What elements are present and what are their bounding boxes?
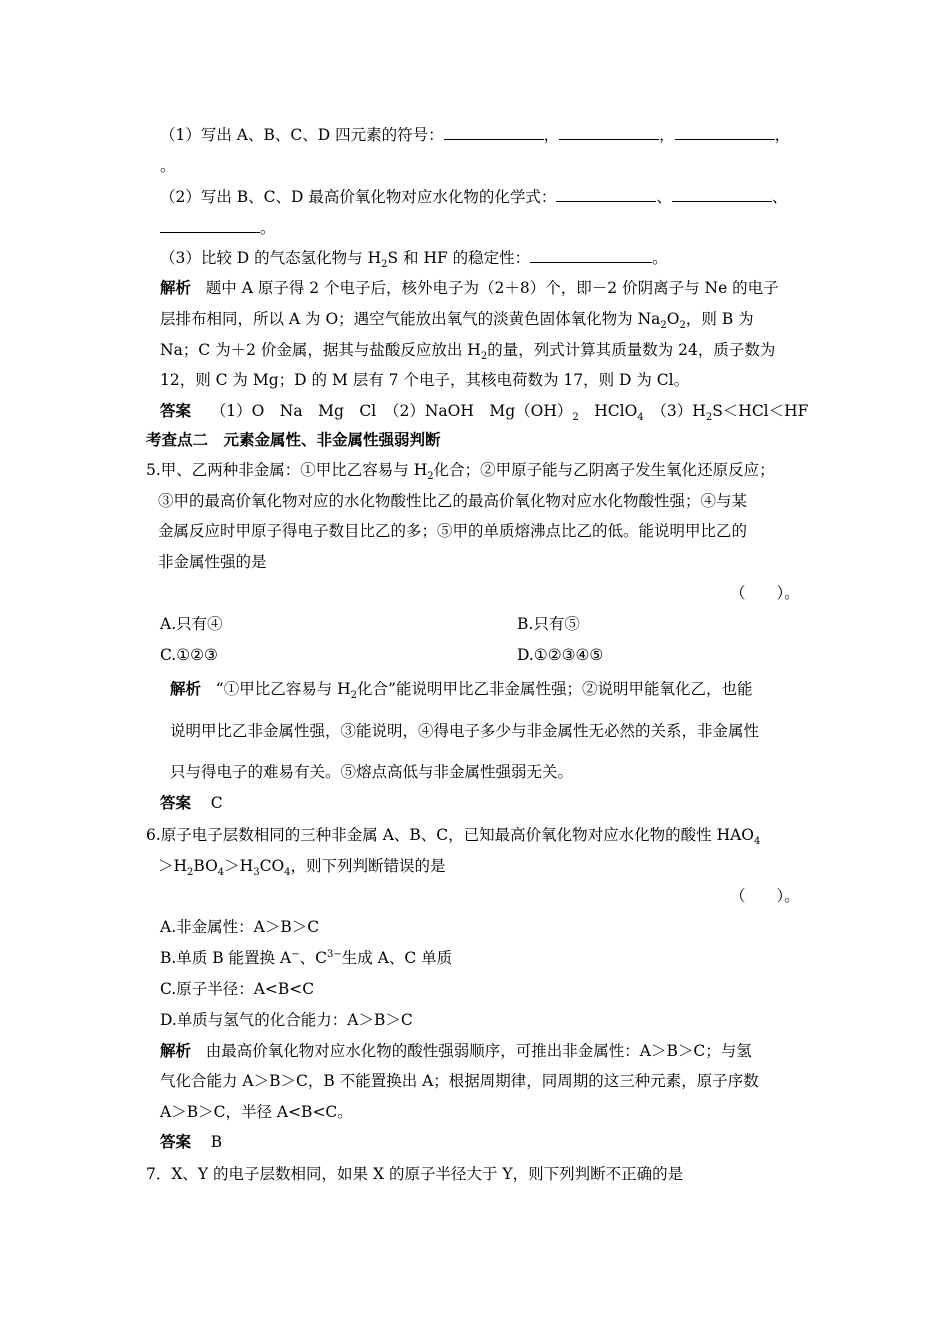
q5-answer-bracket: （ ）。 [730, 584, 800, 602]
analysis-label: 解析 [170, 680, 202, 698]
blank [556, 185, 656, 202]
q4-analysis-line3: Na；C 为＋2 价金属，据其与盐酸反应放出 $H_2$的量，列式计算其质量数为 24，质子数为 [160, 341, 776, 363]
q5-analysis-line3: 只与得电子的难易有关。⑤熔点高低与非金属性强弱无关。 [170, 763, 574, 781]
end-mark: 。 [260, 219, 276, 237]
q6-option-b: B.单质 B 能置换 A−、$C^{3-}$生成 A、C 单质 [160, 948, 453, 967]
q5-option-c: C.①②③ [160, 646, 218, 664]
q4-part1-end: 。 [160, 157, 176, 175]
blank [444, 123, 544, 140]
text: 6.原子电子层数相同的三种非金属 A、B、C，已知最高价氧化物对应水化物的酸性 HAO [146, 826, 755, 844]
separator: ， [543, 126, 560, 144]
text: HClO [578, 402, 638, 420]
text: S 和 HF 的稳定性： [387, 249, 531, 267]
text: ，则下列判断错误的是 [290, 857, 446, 875]
text: 化合”能说明甲比乙非金属性强；②说明甲能氧化乙，也能 [357, 680, 753, 698]
text: 层排布相同，所以 A 为 O；遇空气能放出氧气的淡黄色固体氧化物为 Na [160, 310, 661, 328]
q4-analysis-line4: 12，则 C 为 Mg；D 的 M 层有 7 个电子，其核电荷数为 17，则 D 为 Cl。 [160, 371, 690, 389]
blank [530, 246, 652, 263]
q6-answer [160, 1131, 222, 1153]
q6-option-a: A.非金属性：A＞B＞C [160, 918, 320, 936]
separator: 、 [656, 188, 672, 206]
q6-stem-line1: 6.原子电子层数相同的三种非金属 A、B、C，已知最高价氧化物对应水化物的酸性 $HAO_4$ [146, 826, 761, 848]
text: 、C [299, 949, 327, 967]
section-heading: 考查点二 元素金属性、非金属性强弱判断 [146, 431, 441, 449]
q4-part2 [160, 185, 787, 208]
q5-stem-line1: 5.甲、乙两种非金属：①甲比乙容易与 $H_2$化合；②甲原子能与乙阴离子发生氧化还原反应； [146, 461, 775, 483]
separator: ， [774, 126, 791, 144]
text: （3）H [643, 402, 706, 420]
end-mark: 。 [652, 249, 668, 267]
q6-analysis-line3: A＞B＞C，半径 A<B<C。 [160, 1103, 353, 1121]
q5-analysis-line1: 解析 “①甲比乙容易与 $H_2$化合”能说明甲比乙非金属性强；②说明甲能氧化乙，也能 [170, 680, 753, 702]
text: 题中 A 原子得 2 个电子后，核外电子为（2＋8）个，即－2 价阴离子与 Ne 的电子 [205, 279, 779, 297]
text: B.单质 B 能置换 A [160, 949, 292, 967]
text: 化合；②甲原子能与乙阴离子发生氧化还原反应； [433, 461, 775, 479]
text: “①甲比乙容易与 H [215, 680, 351, 698]
q5-option-d: D.①②③④⑤ [517, 646, 604, 664]
q4-part2-end [160, 216, 276, 239]
blank [675, 123, 775, 140]
analysis-label: 解析 [160, 1042, 192, 1060]
q5-stem-line3: 金属反应时甲原子得电子数目比乙的多；⑤甲的单质熔沸点比乙的低。能说明甲比乙的 [158, 522, 748, 540]
q4-part1 [160, 123, 790, 146]
q6-option-c: C.原子半径：A<B<C [160, 980, 315, 998]
q5-stem-line4: 非金属性强的是 [158, 553, 267, 571]
text: 的量，列式计算其质量数为 24，质子数为 [487, 341, 776, 359]
text: S＜HCl＜HF [712, 402, 809, 420]
blank [160, 216, 260, 233]
q5-answer [160, 792, 223, 814]
q4-part3: （3）比较 D 的气态氢化物与 $H_2S$ 和 HF 的稳定性： 。 [160, 246, 668, 269]
analysis-label: 解析 [160, 279, 192, 297]
q5-analysis-line2: 说明甲比乙非金属性强，③能说明，④得电子多少与非金属性无必然的关系，非金属性 [170, 722, 760, 740]
q4-answer: 答案 （1）O Na Mg Cl （2）NaOH $Mg(OH)_2$ HClO$_4$ $(3)H_2S<HCl<HF$ [160, 402, 809, 424]
q4-analysis-line2: 层排布相同，所以 A 为 O；遇空气能放出氧气的淡黄色固体氧化物为 $Na_2O_2$，则 B 为 [160, 310, 754, 332]
blank [672, 185, 772, 202]
answer-label: 答案 [160, 794, 192, 812]
answer-label: 答案 [160, 1133, 192, 1151]
text: O [666, 310, 680, 328]
q6-stem-line2: $>H_2BO_4>H_3CO_4$，则下列判断错误的是 [158, 857, 446, 879]
text: ，则 B 为 [685, 310, 754, 328]
separator: 、 [771, 188, 788, 206]
answer-value: C [210, 794, 223, 812]
q6-option-d: D.单质与氢气的化合能力：A＞B＞C [160, 1011, 413, 1029]
text: ＞H [158, 857, 188, 875]
blank [559, 123, 659, 140]
q6-analysis-line2: 气化合能力 A＞B＞C，B 不能置换出 A；根据周期律，同周期的这三种元素，原子序数 [160, 1072, 759, 1090]
q4-part1-text: （1）写出 A、B、C、D 四元素的符号： [160, 126, 444, 144]
text: 由最高价氧化物对应水化物的酸性强弱顺序，可推出非金属性：A＞B＞C；与氢 [205, 1042, 752, 1060]
text: 生成 A、C 单质 [341, 949, 453, 967]
q6-analysis-line1 [160, 1040, 752, 1062]
text: BO [193, 857, 218, 875]
q4-analysis-line1 [160, 277, 779, 299]
text: 5.甲、乙两种非金属：①甲比乙容易与 H [146, 461, 428, 479]
q5-stem-line2: ③甲的最高价氧化物对应的水化物酸性比乙的最高价氧化物对应水化物酸性强；④与某 [158, 492, 748, 510]
answer-label: 答案 [160, 402, 192, 420]
text: CO [259, 857, 285, 875]
separator: ， [659, 126, 675, 144]
q5-option-a: A.只有④ [160, 615, 223, 633]
q4-part2-text: （2）写出 B、C、D 最高价氧化物对应水化物的化学式： [160, 188, 557, 206]
q5-option-b: B.只有⑤ [517, 615, 580, 633]
q6-answer-bracket: （ ）。 [730, 887, 800, 905]
text: ＞H [224, 857, 254, 875]
answer-value: B [210, 1133, 223, 1151]
text: Na；C 为＋2 价金属，据其与盐酸反应放出 H [160, 341, 481, 359]
text: （3）比较 D 的气态氢化物与 H [160, 249, 382, 267]
q7-stem-line1: 7．X、Y 的电子层数相同，如果 X 的原子半径大于 Y，则下列判断不正确的是 [146, 1165, 684, 1183]
text: （1）O Na Mg Cl （2）NaOH Mg（OH） [210, 402, 573, 420]
